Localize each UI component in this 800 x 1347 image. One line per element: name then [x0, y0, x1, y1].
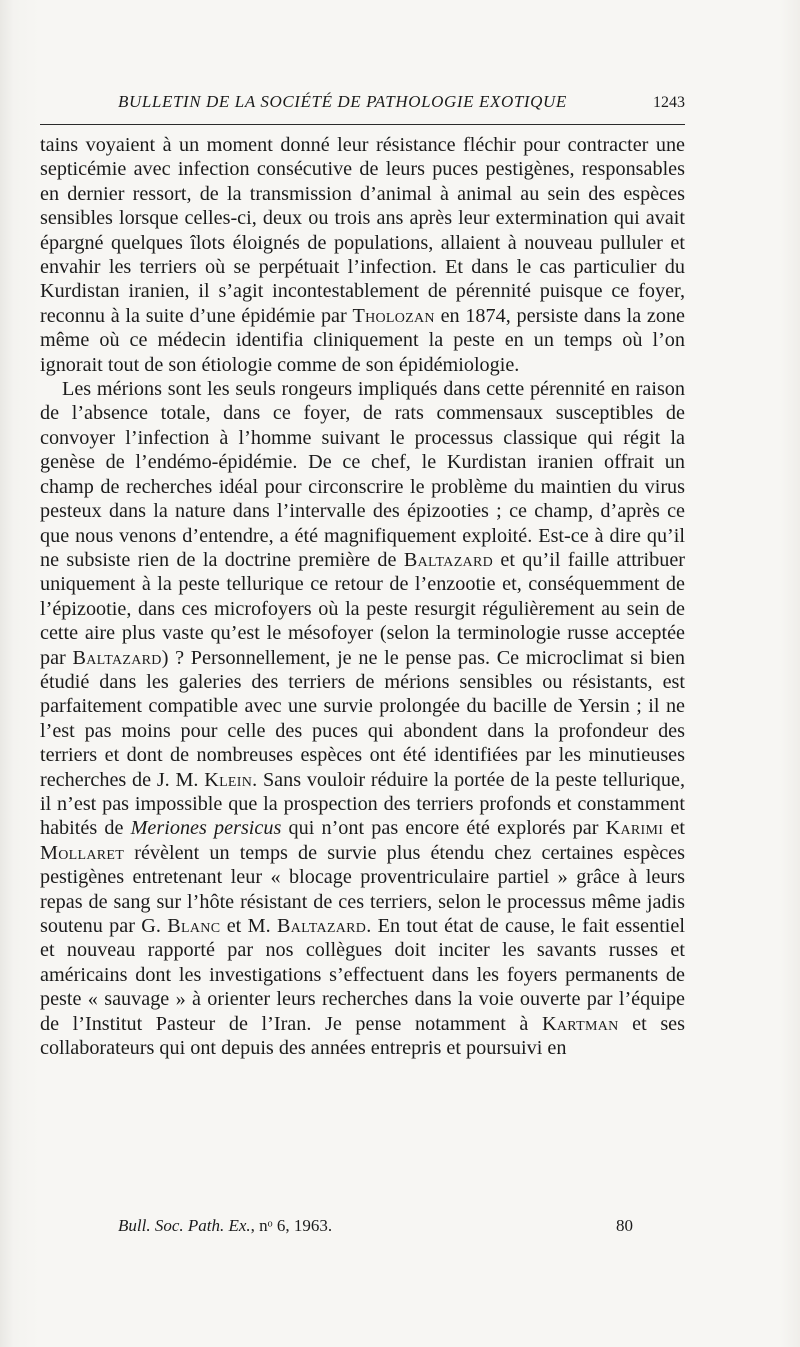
body-text: [40, 133, 685, 1060]
text-run: en 1874, persiste dans la zone même où ce médecin identifia cliniquement la peste en un temps où l’on ignorait tout de son étiologie comme de son épidémiologie.: [40, 304, 685, 376]
species-name: Meriones persicus: [130, 817, 282, 840]
author-name: Mollaret: [40, 841, 125, 864]
paragraph-2: [40, 377, 685, 1060]
header-rule: [40, 124, 685, 125]
text-run: tains voyaient à un moment donné leur résistance fléchir pour contracter une septicémie avec infection consécutive de leurs puces pestigènes, responsables en dernier ressort, de la transmission d’animal à animal au sein des espèces sensibles lorsque celles-ci, deux ou trois ans après leur extermination qui avait épargné quelques îlots éloignés de populations, allaient à nouveau pulluler et envahir les terriers où se perpétuait l’infection. Et dans le cas particulier du Kurdistan iranien, il s’agit incontestablement de pérennité puisque ce foyer, reconnu à la suite d’une épidémie par: [40, 134, 685, 327]
text-run: et: [663, 817, 685, 840]
author-name: Karimi: [605, 817, 664, 840]
text-run: et ses collaborateurs qui ont depuis des années entrepris et poursuivi en: [40, 1012, 685, 1060]
text-run: qui n’ont pas encore été explorés par: [281, 817, 606, 840]
page-footer: [40, 1216, 685, 1240]
author-name: Kartman: [542, 1012, 619, 1035]
author-name: Baltazard: [403, 548, 494, 571]
author-name: Blanc: [167, 915, 221, 937]
author-name: Klein: [204, 768, 253, 791]
text-run: . Sans vouloir réduire la portée de la peste tellurique, il n’est pas impossible que la prospection des terriers profonds et constamment habités de: [40, 768, 685, 840]
text-run: ) ? Personnellement, je ne le pense pas. Ce microclimat si bien étudié dans les galeries des terriers de mérions sensibles ou résistants, est parfaitement compatible avec une survie prolongée du bacille de Yersin ; il ne l’est pas moins pour celle des puces qui abondent dans la profondeur des terriers et dont de nombreuses espèces ont été identifiées par les minutieuses recherches de J. M.: [40, 646, 685, 791]
author-name: Baltazard: [277, 915, 367, 937]
journal-reference: [118, 1216, 332, 1236]
text-run: et M.: [220, 915, 277, 937]
author-name: Baltazard: [72, 646, 162, 669]
text-run: et qu’il faille attribuer uniquement à la peste tellurique ce retour de l’enzootie et, conséquemment de l’épizootie, dans ces microfoyers où la peste resurgit régulièrement au sein de cette aire plus vaste qu’est le mésofoyer (selon la terminologie russe acceptée par: [40, 548, 685, 669]
text-run: . En tout état de cause, le fait essentiel et nouveau rapporté par nos collègues doit inciter les savants russes et américains dont les investigations s’effectuent dans les foyers permanents de peste « sauvage » à orienter leurs recherches dans la voie ouverte par l’équipe de l’Institut Pasteur de l’Iran. Je pense notamment à: [40, 915, 685, 1035]
paragraph-1: [40, 133, 685, 377]
text-run: révèlent un temps de survie plus étendu chez certaines espèces pestigènes entretenant leur « blocage proventriculaire partiel » grâce à leurs repas de sang sur l’hôte résistant de ces terriers, selon le processus même jadis soutenu par G.: [40, 841, 685, 937]
running-head: [40, 92, 685, 118]
text-run: Les mérions sont les seuls rongeurs impliqués dans cette pérennité en raison de l’absence totale, dans ce foyer, de rats commensaux susceptibles de convoyer l’infection à l’homme suivant le processus classique qui régit la genèse de l’endémo-épidémie. De ce chef, le Kurdistan iranien offrait un champ de recherches idéal pour circonscrire le problème du maintien du virus pesteux dans la nature dans l’intervalle des épizooties ; ce champ, d’après ce que nous venons d’entendre, a été magnifiquement exploité. Est-ce à dire qu’il ne subsiste rien de la doctrine première de: [40, 378, 685, 571]
author-name: Tholozan: [352, 304, 435, 327]
page-number: 1243: [653, 94, 685, 111]
running-title: BULLETIN DE LA SOCIÉTÉ DE PATHOLOGIE EXOTIQUE: [118, 92, 567, 111]
journal-abbrev: Bull. Soc. Path. Ex.: [118, 1216, 251, 1235]
journal-issue: , nᵒ 6, 1963.: [250, 1216, 333, 1235]
signature-mark: 80: [616, 1216, 633, 1235]
